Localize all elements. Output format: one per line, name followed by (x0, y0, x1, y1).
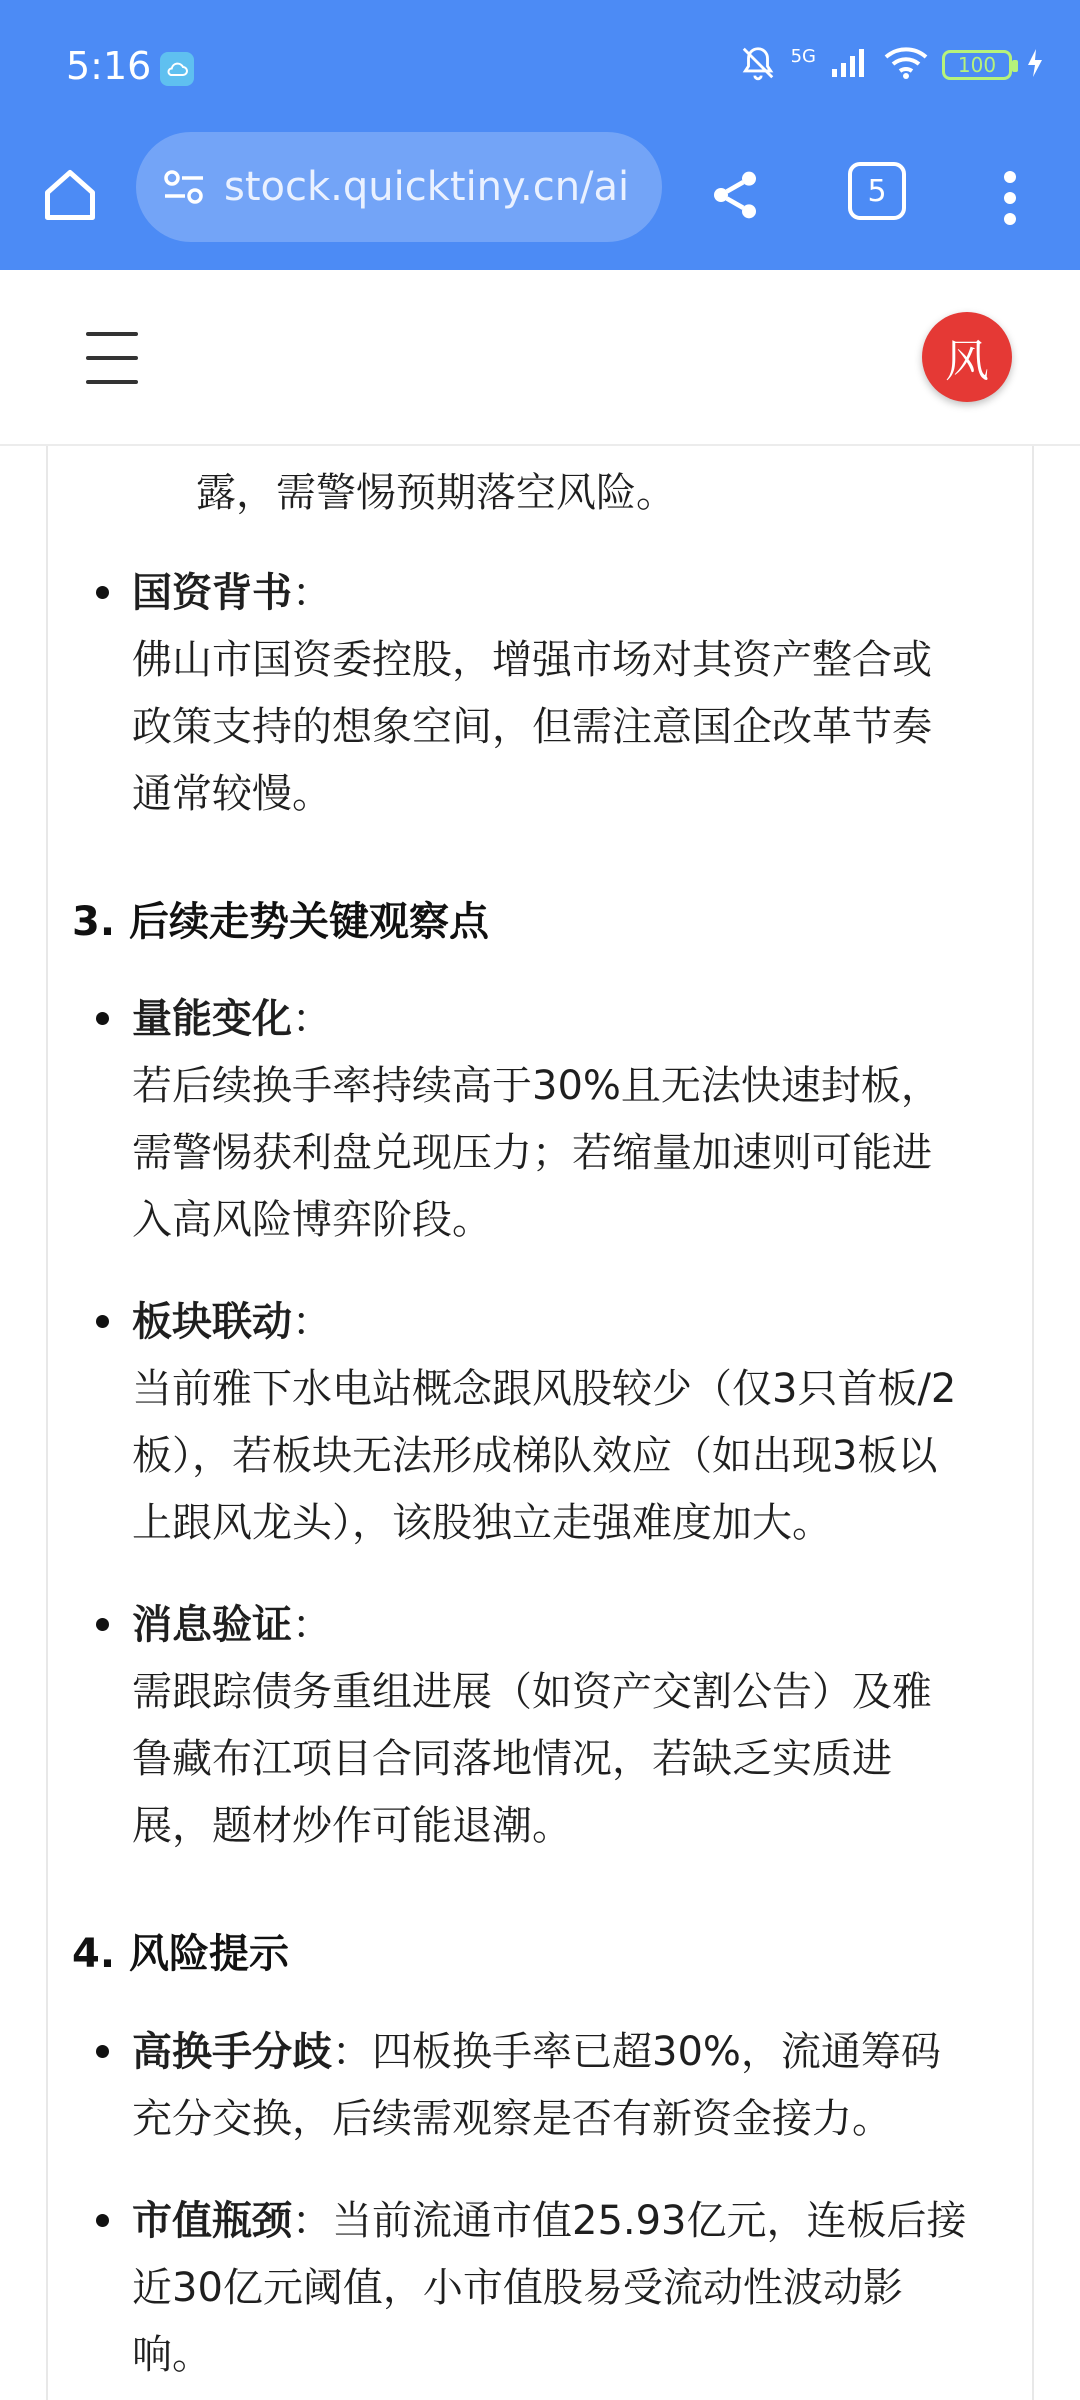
bullet-colon: ： (292, 1602, 332, 1648)
bullet-title: 高换手分歧 (132, 2029, 332, 2075)
section-heading: 3. 后续走势关键观察点 (72, 899, 489, 945)
bullet-line: 展，题材炒作可能退潮。 (132, 1803, 572, 1849)
overflow-menu-button[interactable] (990, 158, 1030, 238)
home-button[interactable] (30, 155, 110, 235)
article-content (46, 446, 1034, 2400)
bullet-colon: ： (292, 2198, 332, 2244)
bullet-title-line (132, 560, 332, 626)
battery-indicator: 100 (942, 50, 1012, 80)
status-icons (739, 44, 1044, 86)
bullet-first-line (132, 2019, 941, 2085)
bullet-colon: ： (332, 2029, 372, 2075)
site-settings-icon[interactable] (158, 161, 210, 213)
signal-icon (830, 47, 870, 83)
paragraph-line: 露，需警惕预期落空风险。 (196, 470, 676, 516)
bullet-title: 国资背书 (132, 570, 292, 616)
mute-bell-icon (739, 44, 777, 86)
wifi-icon (884, 46, 928, 84)
cloud-icon (160, 52, 194, 86)
site-header (0, 270, 1080, 446)
bullet-line: 佛山市国资委控股，增强市场对其资产整合或 (132, 637, 932, 683)
status-time: 5:16 (66, 44, 152, 88)
site-logo[interactable]: 风 (922, 312, 1012, 402)
network-type: 5G (790, 45, 816, 67)
bullet-dot (96, 1315, 109, 1328)
bullet-title-line (132, 1592, 332, 1658)
tab-switcher-button[interactable]: 5 (848, 162, 906, 220)
home-icon (40, 165, 100, 225)
charging-bolt-icon (1026, 48, 1044, 82)
bullet-line: 入高风险博弈阶段。 (132, 1197, 492, 1243)
share-icon (707, 167, 763, 223)
bullet-colon: ： (292, 570, 332, 616)
status-bar (0, 0, 1080, 130)
bullet-line: 板），若板块无法形成梯队效应（如出现3板以 (132, 1433, 938, 1479)
bullet-title-line (132, 1289, 332, 1355)
bullet-first-line (132, 2188, 967, 2254)
more-vert-icon (1003, 170, 1017, 226)
bullet-line: 政策支持的想象空间，但需注意国企改革节奏 (132, 704, 932, 750)
bullet-dot (96, 2214, 109, 2227)
browser-toolbar (0, 130, 1080, 270)
section-heading: 4. 风险提示 (72, 1931, 289, 1977)
bullet-title: 市值瓶颈 (132, 2198, 292, 2244)
hamburger-menu-icon[interactable] (86, 332, 138, 384)
bullet-colon: ： (292, 1299, 332, 1345)
bullet-line: 响。 (132, 2332, 212, 2378)
bullet-title: 板块联动 (132, 1299, 292, 1345)
bullet-line: 通常较慢。 (132, 771, 332, 817)
bullet-line: 鲁藏布江项目合同落地情况，若缺乏实质进 (132, 1736, 892, 1782)
bullet-title: 量能变化 (132, 996, 292, 1042)
bullet-colon: ： (292, 996, 332, 1042)
browser-chrome (0, 0, 1080, 270)
share-button[interactable] (700, 160, 770, 230)
address-bar[interactable] (136, 132, 662, 242)
url-text[interactable]: stock.quicktiny.cn/ai (224, 164, 630, 210)
bullet-dot (96, 1012, 109, 1025)
bullet-line: 近30亿元阈值，小市值股易受流动性波动影 (132, 2265, 903, 2311)
bullet-line: 需警惕获利盘兑现压力；若缩量加速则可能进 (132, 1130, 932, 1176)
bullet-line: 上跟风龙头），该股独立走强难度加大。 (132, 1500, 832, 1546)
bullet-dot (96, 2045, 109, 2058)
bullet-line: 若后续换手率持续高于30%且无法快速封板， (132, 1063, 941, 1109)
bullet-line: 当前雅下水电站概念跟风股较少（仅3只首板/2 (132, 1366, 957, 1412)
bullet-line: 充分交换，后续需观察是否有新资金接力。 (132, 2096, 892, 2142)
bullet-text: 四板换手率已超30%，流通筹码 (372, 2029, 941, 2075)
bullet-text: 当前流通市值25.93亿元，连板后接 (332, 2198, 967, 2244)
bullet-line: 需跟踪债务重组进展（如资产交割公告）及雅 (132, 1669, 932, 1715)
bullet-title-line (132, 986, 332, 1052)
bullet-dot (96, 586, 109, 599)
bullet-dot (96, 1618, 109, 1631)
bullet-title: 消息验证 (132, 1602, 292, 1648)
